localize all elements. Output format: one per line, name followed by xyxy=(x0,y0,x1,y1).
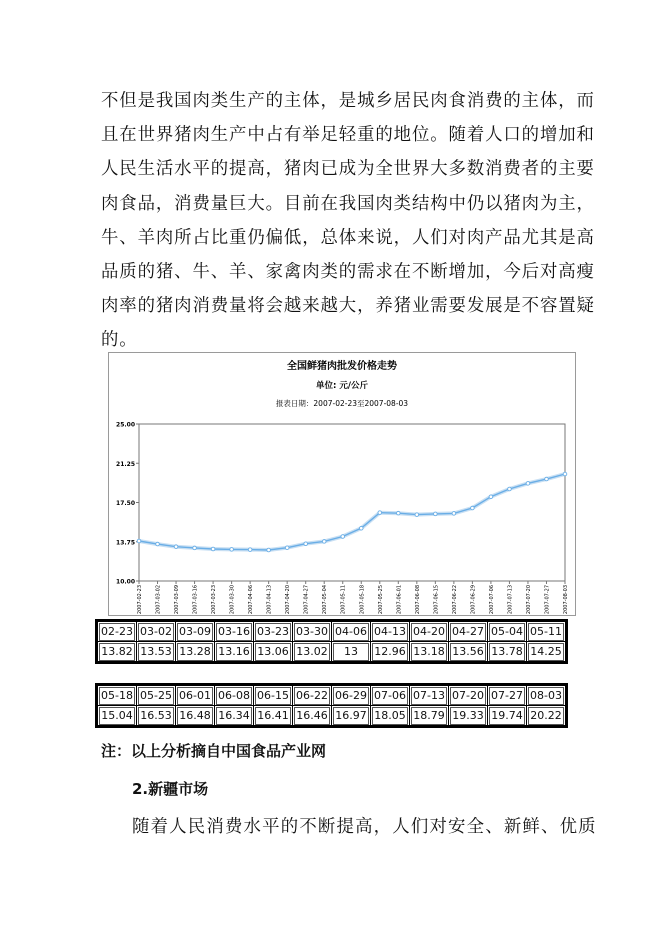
data-point xyxy=(397,511,401,515)
data-point xyxy=(434,512,438,516)
paragraph-line: 人民生活水平的提高，猪肉已成为全世界大多数消费者的主要 xyxy=(101,159,595,180)
date-cell-text: 04-27 xyxy=(450,623,486,641)
price-cell-text: 18.79 xyxy=(411,707,447,725)
x-tick-label: 2007-07-20 xyxy=(525,585,532,615)
x-tick-label: 2007-03-02 xyxy=(155,585,162,615)
price-cell-text: 13.53 xyxy=(138,643,174,661)
chart-date-range: 报表日期：2007-02-23至2007-08-03 xyxy=(275,399,409,408)
table-cell xyxy=(488,686,527,706)
price-cell-text: 19.33 xyxy=(450,707,486,725)
data-point xyxy=(248,548,252,552)
x-tick-label: 2007-06-08 xyxy=(414,585,421,615)
table-cell xyxy=(254,686,293,706)
table-cell xyxy=(176,642,215,662)
table-cell xyxy=(137,686,176,706)
table-cell xyxy=(371,706,410,726)
table-cell xyxy=(98,706,137,726)
data-point xyxy=(378,511,382,515)
date-cell-text: 06-29 xyxy=(333,687,369,705)
table-cell xyxy=(371,622,410,642)
data-point xyxy=(415,513,419,517)
price-chart xyxy=(108,352,576,616)
x-tick-label: 2007-04-27 xyxy=(303,585,310,615)
data-point xyxy=(156,542,160,546)
paragraph-line: 且在世界猪肉生产中占有举足轻重的地位。随着人口的增加和 xyxy=(101,125,595,146)
price-cell-text: 16.97 xyxy=(333,707,369,725)
date-row xyxy=(98,686,566,706)
paragraph-line: 肉率的猪肉消费量将会越来越大，养猪业需要发展是不容置疑 xyxy=(101,296,595,317)
date-cell-text: 04-20 xyxy=(411,623,447,641)
table-cell xyxy=(254,622,293,642)
date-cell-text: 04-13 xyxy=(372,623,408,641)
date-cell-text: 06-08 xyxy=(216,687,252,705)
price-table-2 xyxy=(97,685,566,726)
table-cell xyxy=(293,706,332,726)
table-cell xyxy=(371,642,410,662)
x-tick-label: 2007-05-18 xyxy=(359,585,366,615)
data-point xyxy=(526,482,530,486)
paragraph-line: 的。 xyxy=(101,330,138,351)
data-point xyxy=(471,506,475,510)
x-tick-label: 2007-06-01 xyxy=(396,585,403,615)
table-cell xyxy=(332,706,371,726)
x-tick-label: 2007-04-06 xyxy=(248,585,255,615)
chart-subtitle: 单位: 元/公斤 xyxy=(316,381,368,391)
y-tick-label: 17.50 xyxy=(116,500,135,507)
table-cell xyxy=(215,706,254,726)
x-tick-label: 2007-02-23 xyxy=(137,585,143,615)
data-point xyxy=(137,539,141,543)
data-point xyxy=(508,487,512,491)
price-cell-text: 16.34 xyxy=(216,707,252,725)
x-tick-label: 2007-03-09 xyxy=(174,585,181,615)
price-cell-text: 13.78 xyxy=(489,643,525,661)
date-cell-text: 08-03 xyxy=(528,687,564,705)
intro-paragraph xyxy=(101,84,595,358)
table-cell xyxy=(410,622,449,642)
source-note: 注：以上分析摘自中国食品产业网 xyxy=(101,742,327,760)
x-tick-label: 2007-03-30 xyxy=(229,585,236,615)
table-cell xyxy=(527,706,566,726)
date-cell-text: 03-30 xyxy=(294,623,330,641)
table-cell xyxy=(410,642,449,662)
price-cell-text: 14.25 xyxy=(528,643,564,661)
data-point xyxy=(285,546,289,550)
price-cell-text: 19.74 xyxy=(489,707,525,725)
price-chart-svg xyxy=(109,353,575,615)
date-cell-text: 06-22 xyxy=(294,687,330,705)
x-tick-label: 2007-06-22 xyxy=(451,585,458,615)
data-point xyxy=(304,542,308,546)
price-cell-text: 13.18 xyxy=(411,643,447,661)
table-cell xyxy=(98,686,137,706)
date-cell-text: 07-13 xyxy=(411,687,447,705)
table-cell xyxy=(176,622,215,642)
paragraph-line: 牛、羊肉所占比重仍偏低，总体来说，人们对肉产品尤其是高 xyxy=(101,227,595,248)
price-cell-text: 13.02 xyxy=(294,643,330,661)
data-point xyxy=(211,547,215,551)
price-row xyxy=(98,706,566,726)
date-cell-text: 02-23 xyxy=(99,623,135,641)
table-cell xyxy=(449,622,488,642)
data-point xyxy=(322,540,326,544)
table-cell xyxy=(137,706,176,726)
date-cell-text: 06-01 xyxy=(177,687,213,705)
price-cell-text: 13.06 xyxy=(255,643,291,661)
price-cell-text: 13.82 xyxy=(99,643,135,661)
price-cell-text: 13 xyxy=(333,643,369,661)
data-point xyxy=(267,548,271,552)
table-cell xyxy=(137,622,176,642)
date-cell-text: 04-06 xyxy=(333,623,369,641)
table-cell xyxy=(332,642,371,662)
x-tick-label: 2007-06-15 xyxy=(433,585,440,615)
paragraph-line: 品质的猪、牛、羊、家禽肉类的需求在不断增加，今后对高瘦 xyxy=(101,262,595,283)
table-cell xyxy=(176,686,215,706)
data-point xyxy=(563,472,567,476)
price-cell-text: 13.16 xyxy=(216,643,252,661)
table-cell xyxy=(254,642,293,662)
table-cell xyxy=(488,706,527,726)
data-point xyxy=(174,545,178,549)
data-point xyxy=(489,495,493,499)
x-tick-label: 2007-03-23 xyxy=(211,585,218,615)
price-row xyxy=(98,642,566,662)
table-cell xyxy=(293,642,332,662)
table-cell xyxy=(488,642,527,662)
table-cell xyxy=(332,622,371,642)
table-cell xyxy=(449,642,488,662)
x-tick-label: 2007-05-11 xyxy=(340,585,347,615)
date-cell-text: 03-16 xyxy=(216,623,252,641)
price-cell-text: 16.48 xyxy=(177,707,213,725)
date-cell-text: 07-06 xyxy=(372,687,408,705)
paragraph-line: 不但是我国肉类生产的主体，是城乡居民肉食消费的主体，而 xyxy=(101,91,595,111)
date-cell-text: 05-11 xyxy=(528,623,564,641)
date-cell-text: 03-02 xyxy=(138,623,174,641)
y-tick-label: 21.25 xyxy=(116,460,135,468)
x-tick-label: 2007-05-25 xyxy=(377,585,384,615)
data-point xyxy=(193,546,197,550)
price-cell-text: 18.05 xyxy=(372,707,408,725)
table-cell xyxy=(449,706,488,726)
date-cell-text: 03-23 xyxy=(255,623,291,641)
data-point xyxy=(545,477,549,481)
price-cell-text: 12.96 xyxy=(372,643,408,661)
x-tick-label: 2007-07-27 xyxy=(544,585,551,615)
date-cell-text: 05-25 xyxy=(138,687,174,705)
table-cell xyxy=(176,706,215,726)
x-tick-label: 2007-07-06 xyxy=(488,585,495,615)
x-tick-label: 2007-03-16 xyxy=(192,585,199,615)
section-heading: 2.新疆市场 xyxy=(132,780,209,798)
x-tick-label: 2007-04-13 xyxy=(266,585,273,615)
price-cell-text: 16.53 xyxy=(138,707,174,725)
paragraph-line: 肉食品，消费量巨大。目前在我国肉类结构中仍以猪肉为主， xyxy=(101,193,595,214)
table-cell xyxy=(527,622,566,642)
price-cell-text: 16.41 xyxy=(255,707,291,725)
table-cell xyxy=(449,686,488,706)
x-tick-label: 2007-08-03 xyxy=(563,585,569,615)
date-cell-text: 05-18 xyxy=(99,687,135,705)
table-cell xyxy=(137,642,176,662)
x-tick-label: 2007-06-29 xyxy=(470,585,477,615)
plot-area xyxy=(139,424,565,581)
section-text: 随着人民消费水平的不断提高，人们对安全、新鲜、优质 xyxy=(132,817,597,837)
date-cell-text: 06-15 xyxy=(255,687,291,705)
table-cell xyxy=(410,686,449,706)
y-tick-label: 25.00 xyxy=(116,421,135,429)
x-tick-label: 2007-07-13 xyxy=(507,585,514,615)
date-cell-text: 03-09 xyxy=(177,623,213,641)
chart-title: 全国鲜猪肉批发价格走势 xyxy=(287,361,397,372)
date-row xyxy=(98,622,566,642)
table-cell xyxy=(215,642,254,662)
x-tick-label: 2007-04-20 xyxy=(285,585,292,615)
data-point xyxy=(359,526,363,530)
table-cell xyxy=(527,686,566,706)
table-cell xyxy=(332,686,371,706)
table-cell xyxy=(215,622,254,642)
table-cell xyxy=(98,642,137,662)
price-cell-text: 15.04 xyxy=(99,707,135,725)
table-cell xyxy=(410,706,449,726)
date-cell-text: 05-04 xyxy=(489,623,525,641)
data-point xyxy=(452,512,456,516)
table-cell xyxy=(371,686,410,706)
table-cell xyxy=(293,622,332,642)
table-cell xyxy=(488,622,527,642)
date-cell-text: 07-27 xyxy=(489,687,525,705)
y-tick-label: 10.00 xyxy=(116,578,135,586)
price-cell-text: 16.46 xyxy=(294,707,330,725)
price-table-1 xyxy=(97,621,566,662)
price-cell-text: 13.28 xyxy=(177,643,213,661)
table-cell xyxy=(293,686,332,706)
date-cell-text: 07-20 xyxy=(450,687,486,705)
table-cell xyxy=(527,642,566,662)
price-cell-text: 13.56 xyxy=(450,643,486,661)
data-point xyxy=(230,548,234,552)
table-cell xyxy=(98,622,137,642)
price-cell-text: 20.22 xyxy=(528,707,564,725)
y-tick-label: 13.75 xyxy=(116,539,135,547)
table-cell xyxy=(215,686,254,706)
data-point xyxy=(341,535,345,539)
x-tick-label: 2007-05-04 xyxy=(322,585,329,615)
table-cell xyxy=(254,706,293,726)
